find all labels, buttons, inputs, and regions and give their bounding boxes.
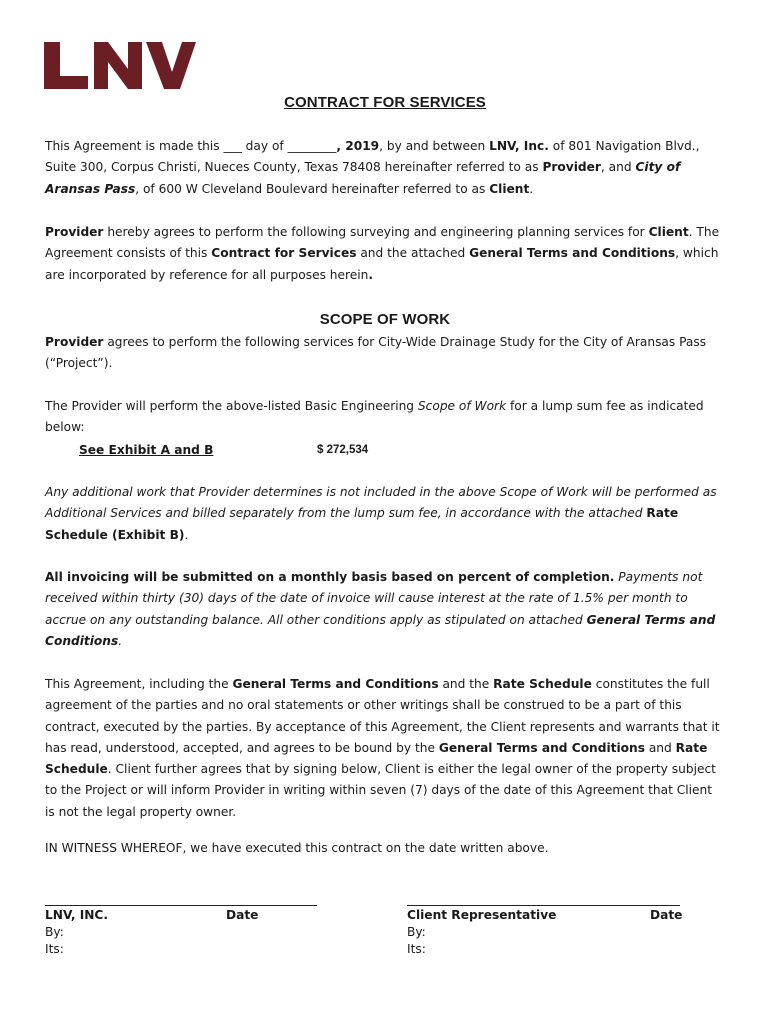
lump-sum-fee: $ 272,534: [317, 444, 369, 456]
scope-heading: SCOPE OF WORK: [319, 311, 451, 328]
witness-statement: IN WITNESS WHEREOF, we have executed this contract on the date written above.: [45, 841, 549, 855]
client-by: By:: [407, 925, 426, 939]
scope-paragraph: Provider agrees to perform the following services for City-Wide Drainage Study for the City of Aransas Pass (“Project”).: [45, 335, 707, 371]
intro-paragraph: This Agreement is made this ___ day of ________, 2019, by and between LNV, Inc. of 801 Navigation Blvd., Suite 300, Corpus Christi, Nueces County, Texas 78408 hereinafter referred to as Provider, and City of Aransas Pass, of 600 W Cleveland Boulevard hereinafter referred to as Client.: [45, 139, 700, 196]
client-its: Its:: [407, 942, 426, 956]
full-agreement-paragraph: This Agreement, including the General Terms and Conditions and the Rate Schedule constitutes the full agreement of the parties and no oral statements or other writings shall be construed to be a part of this contract, executed by the parties. By acceptance of this Agreement, the Client represents and warrants that it has read, understood, accepted, and agrees to be bound by the General Terms and Conditions and Rate Schedule. Client further agrees that by signing below, Client is either the legal owner of the property subject to the Project or will inform Provider in writing within seven (7) days of the date of this Agreement that Client is not the legal property owner.: [45, 677, 720, 819]
provider-its: Its:: [45, 942, 64, 956]
provider-signature-line[interactable]: [45, 905, 317, 906]
client-name: Client Representative: [407, 908, 557, 922]
invoicing-paragraph: All invoicing will be submitted on a monthly basis based on percent of completion. Payments not received within thirty (30) days of the date of invoice will cause interest at the rate of 1.5% per month to accrue on any outstanding balance. All other conditions apply as stipulated on attached General Terms and Conditions.: [45, 570, 716, 648]
provider-date-label: Date: [226, 908, 259, 922]
provider-signature-block: [45, 907, 108, 958]
client-signature-line[interactable]: [407, 905, 680, 906]
provider-name: LNV, INC.: [45, 908, 109, 922]
lnv-logo: [44, 42, 196, 89]
page-title: CONTRACT FOR SERVICES: [284, 94, 486, 111]
exhibit-label: See Exhibit A and B: [79, 443, 214, 457]
scope-fee-paragraph: The Provider will perform the above-listed Basic Engineering Scope of Work for a lump sum fee as indicated below:: [45, 399, 704, 435]
client-signature-block: [407, 907, 556, 958]
provider-by: By:: [45, 925, 64, 939]
agreement-paragraph: Provider hereby agrees to perform the following surveying and engineering planning services for Client. The Agreement consists of this Contract for Services and the attached General Terms and Conditions, which are incorporated by reference for all purposes herein.: [45, 225, 720, 282]
client-date-label: Date: [650, 908, 683, 922]
additional-services-paragraph: Any additional work that Provider determines is not included in the above Scope of Work will be performed as Additional Services and billed separately from the lump sum fee, in accordance with the attached Rate Schedule (Exhibit B).: [45, 485, 717, 542]
